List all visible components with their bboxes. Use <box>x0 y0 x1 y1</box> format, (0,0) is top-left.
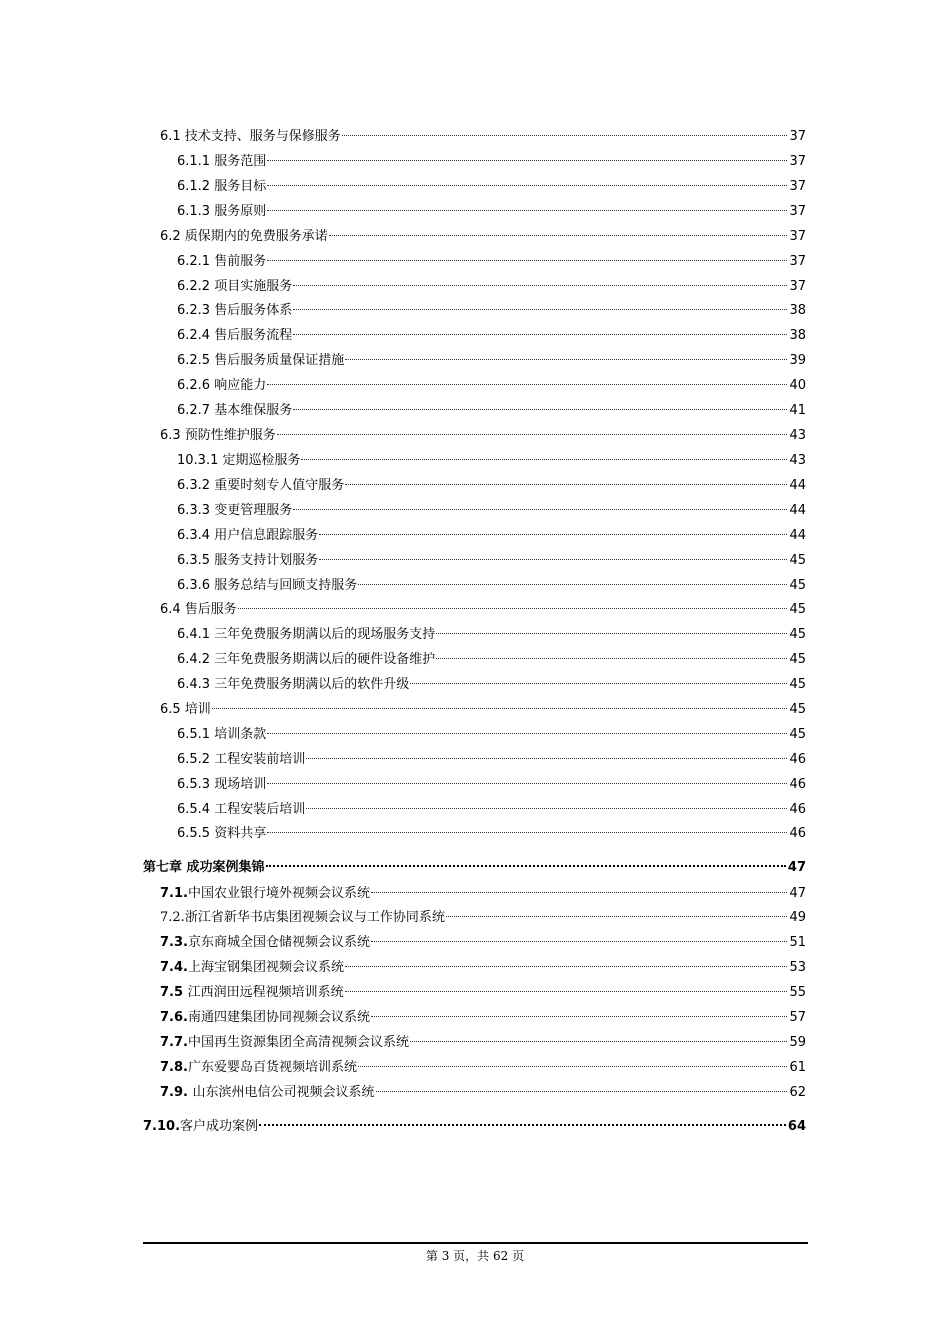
toc-case-label <box>160 983 344 1003</box>
toc-entry-label: 6.5.2 工程安装前培训 <box>177 752 306 767</box>
toc-case-label <box>160 933 370 953</box>
dot-leader <box>345 991 788 992</box>
toc-entry-6-3[interactable] <box>160 426 806 446</box>
dot-leader <box>319 534 787 535</box>
dot-leader <box>267 733 787 734</box>
toc-case-page: 53 <box>789 960 806 975</box>
toc-case-label <box>160 1033 409 1053</box>
dot-leader <box>436 633 787 634</box>
toc-entry-page: 45 <box>789 727 806 742</box>
dot-leader <box>358 1066 787 1067</box>
toc-entry-label: 6.4.3 三年免费服务期满以后的软件升级 <box>177 677 410 692</box>
toc-entry-6-2-5[interactable] <box>177 351 806 371</box>
toc-entry-page: 46 <box>789 752 806 767</box>
toc-entry-6-4-2[interactable] <box>177 650 806 670</box>
dot-leader <box>293 409 787 410</box>
toc-entry-label: 6.3.5 服务支持计划服务 <box>177 553 319 568</box>
toc-entry-label: 6.3.4 用户信息跟踪服务 <box>177 528 319 543</box>
toc-entry-label: 6.1.2 服务目标 <box>177 179 267 194</box>
toc-entry-label: 6.2.3 售后服务体系 <box>177 303 293 318</box>
toc-entry-6-4[interactable] <box>160 600 806 620</box>
toc-entry-6-3-6[interactable] <box>177 576 806 596</box>
toc-entry-label: 6.2.4 售后服务流程 <box>177 328 293 343</box>
dot-leader <box>410 683 787 684</box>
toc-case-page: 55 <box>789 985 806 1000</box>
dot-leader <box>371 941 787 942</box>
dot-leader <box>329 235 788 236</box>
toc-entry-page: 41 <box>789 403 806 418</box>
dot-leader <box>345 484 787 485</box>
toc-case-title: 浙江省新华书店集团视频会议与工作协同系统 <box>184 910 445 925</box>
toc-entry-label: 6.3.6 服务总结与回顾支持服务 <box>177 578 358 593</box>
toc-entry-6-1-1[interactable] <box>177 152 806 172</box>
toc-case-number: 7.4. <box>160 960 188 975</box>
toc-entry-6-3-4[interactable] <box>177 526 806 546</box>
toc-case-7-8[interactable] <box>160 1058 806 1078</box>
dot-leader <box>358 584 787 585</box>
toc-entry-page: 37 <box>789 254 806 269</box>
toc-case-title: 客户成功案例 <box>180 1119 259 1134</box>
toc-case-title: 江西润田远程视频培训系统 <box>187 985 344 1000</box>
toc-entry-page: 37 <box>789 179 806 194</box>
toc-entry-page: 45 <box>789 652 806 667</box>
toc-entry-label: 6.4.2 三年免费服务期满以后的硬件设备维护 <box>177 652 436 667</box>
toc-entry-label: 6.3 预防性维护服务 <box>160 428 276 443</box>
dot-leader <box>371 892 787 893</box>
toc-entry-label: 6.3.3 变更管理服务 <box>177 503 293 518</box>
dot-leader <box>277 434 788 435</box>
toc-entry-6-2-1[interactable] <box>177 252 806 272</box>
toc-case-number: 7.8. <box>160 1060 188 1075</box>
toc-entry-page: 37 <box>789 154 806 169</box>
toc-entry-label: 10.3.1 定期巡检服务 <box>177 453 301 468</box>
toc-case-7-5[interactable] <box>160 983 806 1003</box>
toc-case-7-9[interactable] <box>160 1083 806 1103</box>
toc-case-page: 61 <box>789 1060 806 1075</box>
toc-case-page: 59 <box>789 1035 806 1050</box>
toc-entry-page: 39 <box>789 353 806 368</box>
toc-entry-label: 6.1.3 服务原则 <box>177 204 267 219</box>
toc-entry-page: 40 <box>789 378 806 393</box>
toc-entry-10-3-1[interactable] <box>177 451 806 471</box>
toc-case-7-10[interactable] <box>143 1117 806 1137</box>
dot-leader <box>376 1091 788 1092</box>
toc-case-7-4[interactable] <box>160 958 806 978</box>
toc-chapter-page: 47 <box>787 860 806 875</box>
toc-entry-page: 45 <box>789 702 806 717</box>
toc-case-label <box>160 1083 375 1103</box>
toc-entry-page: 43 <box>789 453 806 468</box>
toc-entry-label: 6.4 售后服务 <box>160 602 237 617</box>
toc-entry-page: 37 <box>789 229 806 244</box>
toc-entry-page: 44 <box>789 528 806 543</box>
toc-entry-label: 6.1.1 服务范围 <box>177 154 267 169</box>
dot-leader <box>212 708 788 709</box>
dot-leader <box>267 783 787 784</box>
toc-entry-label: 6.2.1 售前服务 <box>177 254 267 269</box>
toc-case-page: 62 <box>789 1085 806 1100</box>
dot-leader <box>267 185 787 186</box>
toc-entry-6-2-2[interactable] <box>177 277 806 297</box>
toc-entry-page: 37 <box>789 204 806 219</box>
dot-leader <box>306 808 787 809</box>
toc-case-number: 7.2. <box>160 910 185 925</box>
dot-leader <box>293 309 787 310</box>
toc-case-number: 7.6. <box>160 1010 188 1025</box>
toc-entry-6-5-5[interactable] <box>177 824 806 844</box>
toc-entry-6-3-5[interactable] <box>177 551 806 571</box>
toc-case-label <box>160 884 370 904</box>
toc-case-title: 南通四建集团协同视频会议系统 <box>187 1010 370 1025</box>
toc-entry-page: 46 <box>789 802 806 817</box>
toc-entry-page: 37 <box>789 279 806 294</box>
toc-entry-6-1-2[interactable] <box>177 177 806 197</box>
toc-entry-6-5-4[interactable] <box>177 800 806 820</box>
dot-leader <box>342 135 788 136</box>
toc-entry-6-5-3[interactable] <box>177 775 806 795</box>
dot-leader <box>267 210 787 211</box>
toc-entry-6-3-2[interactable] <box>177 476 806 496</box>
toc-case-number: 7.5 <box>160 985 188 1000</box>
toc-entry-label: 6.5.3 现场培训 <box>177 777 267 792</box>
toc-case-label <box>160 958 344 978</box>
toc-entry-6-5-1[interactable] <box>177 725 806 745</box>
toc-case-number: 7.1. <box>160 886 188 901</box>
dot-leader <box>446 916 788 917</box>
toc-entry-6-4-1[interactable] <box>177 625 806 645</box>
toc-entry-6-4-3[interactable] <box>177 675 806 695</box>
toc-case-title: 上海宝钢集团视频会议系统 <box>187 960 344 975</box>
toc-case-page: 57 <box>789 1010 806 1025</box>
dot-leader <box>345 966 787 967</box>
toc-entry-page: 37 <box>789 129 806 144</box>
toc-entry-page: 45 <box>789 677 806 692</box>
dot-leader <box>371 1016 787 1017</box>
toc-case-page: 49 <box>789 910 806 925</box>
toc-case-page: 51 <box>789 935 806 950</box>
toc-case-label <box>143 1117 258 1137</box>
toc-entry-label: 6.5 培训 <box>160 702 211 717</box>
toc-case-7-2[interactable] <box>160 908 806 928</box>
toc-entry-label: 6.5.4 工程安装后培训 <box>177 802 306 817</box>
page-indicator: 第 3 页，共 62 页 <box>425 1249 525 1263</box>
toc-entry-label: 6.3.2 重要时刻专人值守服务 <box>177 478 345 493</box>
toc-entry-page: 38 <box>789 328 806 343</box>
toc-chapter-label: 第七章 成功案例集锦 <box>143 860 265 875</box>
toc-case-title: 京东商城全国仓储视频会议系统 <box>187 935 370 950</box>
toc-entry-page: 45 <box>789 627 806 642</box>
toc-entry-page: 46 <box>789 777 806 792</box>
toc-entry-page: 45 <box>789 578 806 593</box>
toc-entry-6-1-3[interactable] <box>177 202 806 222</box>
dot-leader <box>306 758 787 759</box>
toc-case-label <box>160 908 445 928</box>
toc-entry-label: 6.2.5 售后服务质量保证措施 <box>177 353 345 368</box>
toc-entry-page: 46 <box>789 826 806 841</box>
toc-entry-label: 6.5.5 资料共享 <box>177 826 267 841</box>
toc-case-number: 7.9. <box>160 1085 193 1100</box>
toc-entry-label: 6.1 技术支持、服务与保修服务 <box>160 129 341 144</box>
toc-entry-label: 6.4.1 三年免费服务期满以后的现场服务支持 <box>177 627 436 642</box>
toc-entry-page: 45 <box>789 602 806 617</box>
toc-case-title: 广东爱婴岛百货视频培训系统 <box>187 1060 357 1075</box>
dot-leader <box>267 260 787 261</box>
dot-leader <box>293 509 787 510</box>
toc-case-label <box>160 1008 370 1028</box>
toc-entry-label: 6.2.6 响应能力 <box>177 378 267 393</box>
toc-entry-label: 6.2 质保期内的免费服务承诺 <box>160 229 328 244</box>
toc-case-7-1[interactable] <box>160 884 806 904</box>
toc-entry-6-1[interactable] <box>160 127 806 147</box>
toc-case-title: 中国再生资源集团全高清视频会议系统 <box>187 1035 409 1050</box>
toc-chapter-7[interactable] <box>143 858 806 878</box>
toc-entry-label: 6.5.1 培训条款 <box>177 727 267 742</box>
toc-case-title: 山东滨州电信公司视频会议系统 <box>192 1085 375 1100</box>
toc-entry-6-2-4[interactable] <box>177 326 806 346</box>
dot-leader <box>259 1124 786 1126</box>
toc-entry-label: 6.2.7 基本维保服务 <box>177 403 293 418</box>
dot-leader <box>267 160 787 161</box>
toc-entry-6-5-2[interactable] <box>177 750 806 770</box>
toc-case-7-7[interactable] <box>160 1033 806 1053</box>
toc-case-page: 64 <box>787 1119 806 1134</box>
toc-entry-page: 43 <box>789 428 806 443</box>
toc-case-7-3[interactable] <box>160 933 806 953</box>
dot-leader <box>301 459 787 460</box>
toc-entry-6-2-6[interactable] <box>177 376 806 396</box>
toc-entry-6-2-3[interactable] <box>177 301 806 321</box>
toc-case-label <box>160 1058 357 1078</box>
toc-case-page: 47 <box>789 886 806 901</box>
dot-leader <box>319 559 787 560</box>
toc-entry-page: 38 <box>789 303 806 318</box>
dot-leader <box>267 832 787 833</box>
dot-leader <box>266 865 786 867</box>
toc-case-title: 中国农业银行境外视频会议系统 <box>187 886 370 901</box>
toc-entry-6-5[interactable] <box>160 700 806 720</box>
dot-leader <box>267 384 787 385</box>
toc-entry-page: 45 <box>789 553 806 568</box>
dot-leader <box>293 334 787 335</box>
toc-entry-page: 44 <box>789 503 806 518</box>
toc-case-number: 7.7. <box>160 1035 188 1050</box>
footer-divider <box>143 1242 808 1244</box>
dot-leader <box>410 1041 787 1042</box>
toc-entry-label: 6.2.2 项目实施服务 <box>177 279 293 294</box>
toc-case-number: 7.10. <box>143 1119 181 1134</box>
dot-leader <box>436 658 787 659</box>
toc-entry-6-2[interactable] <box>160 227 806 247</box>
toc-case-number: 7.3. <box>160 935 188 950</box>
toc-entry-6-2-7[interactable] <box>177 401 806 421</box>
dot-leader <box>293 285 787 286</box>
dot-leader <box>345 359 787 360</box>
toc-entry-6-3-3[interactable] <box>177 501 806 521</box>
toc-entry-page: 44 <box>789 478 806 493</box>
toc-case-7-6[interactable] <box>160 1008 806 1028</box>
dot-leader <box>238 608 788 609</box>
